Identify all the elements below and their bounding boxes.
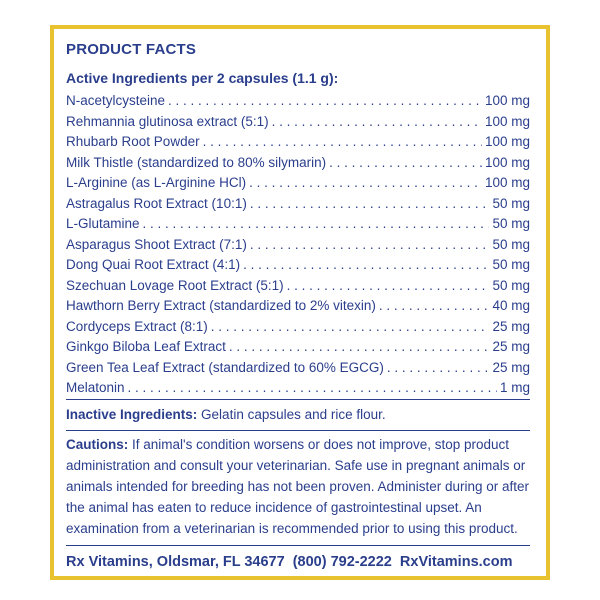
ingredient-amount: 50 mg: [492, 236, 530, 252]
ingredient-row: [66, 276, 530, 297]
ingredient-name: L-Arginine (as L-Arginine HCl): [66, 175, 247, 190]
cautions-label: Cautions:: [66, 436, 129, 452]
panel-title: PRODUCT FACTS: [66, 41, 197, 58]
dot-leader: [387, 358, 490, 379]
dot-leader: [250, 235, 490, 256]
dot-leader: [379, 296, 490, 317]
ingredient-amount: 50 mg: [492, 195, 530, 211]
ingredient-amount: 25 mg: [492, 359, 530, 375]
ingredient-name: Asparagus Shoot Extract (7:1): [66, 236, 247, 252]
inactive-text: Gelatin capsules and rice flour.: [197, 406, 386, 422]
ingredient-amount: 25 mg: [492, 318, 530, 334]
ingredient-row: [66, 91, 530, 112]
ingredient-name: Szechuan Lovage Root Extract (5:1): [66, 277, 284, 293]
ingredient-name: Rehmannia glutinosa extract (5:1): [66, 113, 269, 129]
ingredient-amount: 100 mg: [484, 134, 530, 149]
active-ingredients-heading: Active Ingredients per 2 capsules (1.1 g):: [66, 70, 339, 86]
dot-leader: [249, 173, 482, 194]
ingredient-name: Milk Thistle (standardized to 80% silymarin): [66, 154, 327, 170]
ingredient-amount: 50 mg: [492, 257, 530, 272]
ingredient-row: [66, 214, 530, 235]
ingredient-amount: 25 mg: [492, 339, 530, 354]
ingredient-row: [66, 173, 530, 194]
ingredient-name: Dong Quai Root Extract (4:1): [66, 257, 241, 272]
dot-leader: [211, 317, 490, 338]
dot-leader: [168, 91, 482, 112]
ingredient-row: [66, 255, 530, 276]
ingredient-amount: 40 mg: [492, 298, 530, 313]
ingredient-name: Hawthorn Berry Extract (standardized to 2% vitexin): [66, 298, 376, 313]
ingredient-row: [66, 317, 530, 338]
ingredient-name: Astragalus Root Extract (10:1): [66, 195, 247, 211]
company-address: Rx Vitamins, Oldsmar, FL 34677: [66, 553, 285, 570]
dot-leader: [287, 276, 490, 297]
ingredient-name: Rhubarb Root Powder: [66, 134, 200, 149]
ingredient-amount: 100 mg: [484, 154, 530, 170]
dot-leader: [250, 194, 490, 215]
website: RxVitamins.com: [399, 553, 513, 570]
ingredient-amount: 50 mg: [492, 216, 530, 231]
ingredient-row: [66, 132, 530, 153]
ingredient-name: L-Glutamine: [66, 216, 140, 231]
dot-leader: [329, 153, 482, 174]
ingredient-row: [66, 358, 530, 379]
ingredient-row: [66, 153, 530, 174]
ingredient-row: [66, 235, 530, 256]
product-facts-panel: [50, 25, 550, 580]
ingredient-name: N-acetylcysteine: [66, 93, 166, 108]
ingredient-amount: 50 mg: [492, 277, 530, 293]
inactive-ingredients: [66, 400, 530, 430]
phone-number: (800) 792-2222: [292, 553, 392, 570]
dot-leader: [243, 255, 489, 276]
dot-leader: [229, 337, 490, 358]
ingredient-amount: 100 mg: [484, 175, 530, 190]
ingredient-name: Cordyceps Extract (8:1): [66, 318, 208, 334]
dot-leader: [143, 214, 490, 235]
ingredient-amount: 1 mg: [499, 380, 530, 395]
ingredient-name: Green Tea Leaf Extract (standardized to 60% EGCG): [66, 359, 384, 375]
ingredient-amount: 100 mg: [484, 93, 530, 108]
cautions-text: If animal's condition worsens or does not improve, stop product administration and consult your veterinarian. Safe use in pregnant animals or animals intended for breeding has not been proven. Administer during or after the animal has eaten to reduce incidence of gastrointestinal upset. An examination from a veterinarian is recommended prior to using this product.: [66, 436, 530, 536]
ingredient-row: [66, 337, 530, 358]
footer: [66, 546, 530, 570]
ingredient-name: Ginkgo Biloba Leaf Extract: [66, 339, 226, 354]
inactive-label: Inactive Ingredients:: [66, 406, 198, 422]
ingredient-amount: 100 mg: [484, 113, 530, 129]
cautions: [66, 431, 530, 545]
dot-leader: [128, 378, 497, 399]
ingredient-row: [66, 194, 530, 215]
ingredient-name: Melatonin: [66, 380, 125, 395]
ingredient-list: [66, 91, 530, 399]
ingredient-row: [66, 296, 530, 317]
ingredient-row: [66, 112, 530, 133]
dot-leader: [203, 132, 482, 153]
dot-leader: [272, 112, 482, 133]
ingredient-row: [66, 378, 530, 399]
